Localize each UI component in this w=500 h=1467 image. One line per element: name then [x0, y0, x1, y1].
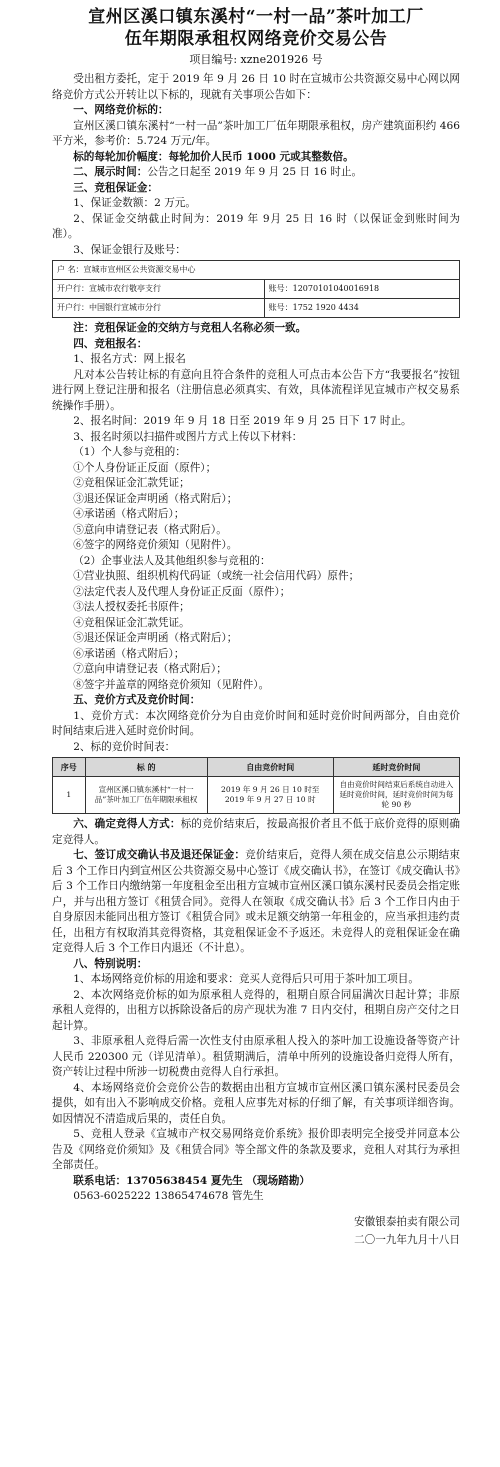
registration-method: 1、报名方式：网上报名 [73, 353, 186, 365]
section-7-text: 竞价结束后，竞得人须在成交信息公示期结束后 3 个工作日内到宣州区公共资源交易中心签订《成交确认书》，在签订《成交确认书》后 3 个工作日内缴纳第一年度租金至出租方宣城市宣州区溪口镇东溪村民委员会指定账户，并与出租方签订《租赁合同》。竞得人在领取《成交确认书》后 3 个工作日内由于自身原因未能同出租方签订《租赁合同》或未足额交纳第一年租金的，应当承担违约责任，出租方有权取消其竞得资格，其竞租保证金不予返还。未竞得人的竞租保证金在确定竞得人后 3 个工作日内退还（不计息）。 [52, 849, 460, 954]
contact-line-1: 联系电话：13705638454 夏先生 （现场踏勘） [73, 1174, 310, 1187]
list-item: ⑥签字的网络竞价须知（见附件）。 [73, 539, 238, 551]
list-item: ⑥承诺函（格式附后）； [73, 647, 185, 660]
section-3-heading: 三、竞租保证金： [73, 181, 158, 194]
column-header: 标 的 [85, 758, 207, 777]
table-cell: 宣州区溪口镇东溪村“一村一品”茶叶加工厂伍年期限承租权 [85, 777, 207, 814]
deposit-amount: 1、保证金数额：2 万元。 [73, 197, 196, 209]
column-header: 延时竞价时间 [333, 758, 459, 777]
list-item: ②竞租保证金汇款凭证； [73, 477, 190, 489]
bidding-schedule-intro: 2、标的竞价时间表： [73, 740, 176, 753]
column-header: 序号 [53, 758, 86, 777]
table-row [53, 299, 460, 318]
table-header-row [53, 758, 460, 777]
table-cell: 1 [53, 777, 86, 814]
section-5-heading: 五、竞价方式及竞价时间： [73, 694, 201, 706]
bank-account-table [52, 260, 460, 318]
bid-increment: 标的每轮加价幅度：每轮加价人民币 1000 元或其整数倍。 [73, 150, 354, 163]
list-item: 3、非原承租人竞得后需一次性支付由原承租人投入的茶叶加工设施设备等资产计人民币 220300 元（详见清单）。租赁期满后，清单中所列的设施设备归竞得人所有，资产转让过程中所涉一切税费由竞得人自行承担。 [52, 1035, 460, 1078]
bidding-method: 1、竞价方式：本次网络竞价分为自由竞价时间和延时竞价时间两部分，自由竞价时间结束后进入延时竞价时间。 [52, 709, 460, 737]
materials-intro: 3、报名时须以扫描件或图片方式上传以下材料： [73, 430, 303, 443]
footer-company: 安徽银泰拍卖有限公司 [354, 1215, 460, 1228]
section-1-heading: 一、网络竞价标的： [73, 104, 169, 116]
list-item: ①个人身份证正反面（原件）； [73, 461, 217, 474]
deposit-deadline: 2、保证金交纳截止时间为：2019 年 9月 25 日 16 时（以保证金到账时间为准）。 [52, 212, 460, 240]
section-2-heading: 二、展示时间： [73, 166, 148, 178]
corp-heading: （2）企事业法人及其他组织参与竞租的： [73, 554, 271, 567]
section-7-heading: 七、签订成交确认书及退还保证金： [73, 849, 246, 861]
list-item: ⑤退还保证金声明函（格式附后）； [73, 632, 238, 644]
section-6-heading: 六、确定竞得人方式： [73, 818, 181, 830]
section-7 [52, 848, 460, 957]
table-row [53, 261, 460, 280]
title-line-1: 宣州区溪口镇东溪村“一村一品”茶叶加工厂 [88, 7, 424, 27]
table-cell: 自由竞价时间结束后系统自动进入延时竞价时间，延时竞价时间为每轮 90 秒 [333, 777, 459, 814]
section-1-text: 宣州区溪口镇东溪村“一村一品”茶叶加工厂伍年期限承租权，房产建筑面积约 466 平方米，参考价：5.724 万元/年。 [52, 119, 460, 147]
list-item: ⑧签字并盖章的网络竞价须知（见附件）。 [73, 678, 270, 691]
contact-line-2: 0563-6025222 13865474678 管先生 [73, 1190, 264, 1202]
column-header: 自由竞价时间 [207, 758, 333, 777]
section-4-heading: 四、竞租报名： [73, 337, 148, 350]
table-row [53, 280, 460, 299]
section-6-text: 标的竞价结束后，按最高报价者且不低于底价竞得的原则确定竞得人。 [52, 818, 461, 846]
list-item: 5、竞租人登录《宣城市产权交易网络竞价系统》报价即表明完全接受并同意本公告及《网络竞价须知》及《租赁合同》等全部文件的条款及要求，竞租人对其行为承担全部责任。 [52, 1128, 460, 1171]
list-item: ⑤意向申请登记表（格式附后）。 [73, 523, 227, 536]
account-cell: 账号：1752 1920 4434 [264, 299, 459, 318]
section-6 [52, 817, 460, 848]
bank-cell: 开户行：中国银行宣城市分行 [53, 299, 265, 318]
deposit-note: 注：竞租保证金的交纳方与竞租人名称必须一致。 [73, 322, 307, 334]
footer-date: 二〇一九年九月十八日 [354, 1233, 460, 1246]
account-cell: 账号：12070101040016918 [264, 280, 459, 299]
project-number: 项目编号: xzne201926 号 [189, 53, 323, 66]
deposit-bank-intro: 3、保证金银行及账号： [73, 243, 186, 256]
list-item: ③法人授权委托书原件； [73, 601, 190, 613]
list-item: ②法定代表人及代理人身份证正反面（原件）； [73, 585, 291, 598]
list-item: ⑦意向申请登记表（格式附后）； [73, 663, 227, 675]
section-2-text: 公告之日起至 2019 年 9 月 25 日 16 时止。 [147, 166, 363, 178]
bank-cell: 开户行：宣城市农行敬亭支行 [53, 280, 265, 299]
list-item: ①营业执照、组织机构代码证（或统一社会信用代码）原件； [73, 570, 360, 582]
table-cell: 2019 年 9 月 26 日 10 时至 2019 年 9 月 27 日 10 时 [207, 777, 333, 814]
title-line-2: 伍年期限承租权网络竞价交易公告 [124, 29, 388, 49]
registration-time: 2、报名时间：2019 年 9 月 18 日至 2019 年 9 月 25 日下 17 时止。 [73, 415, 412, 427]
account-name-cell: 户 名：宣城市宣州区公共资源交易中心 [53, 261, 460, 280]
footer [52, 1213, 460, 1249]
list-item: ④竞租保证金汇款凭证。 [73, 616, 190, 629]
list-item: 2、本次网络竞价标的如为原承租人竞得的，租期自原合同届满次日起计算；非原承租人竞得的，出租方以拆除设备后的房产现状为准 7 日内交付，租期自房产交付之日起计算。 [52, 988, 460, 1032]
section-2 [52, 165, 460, 181]
bidding-schedule-table [52, 757, 460, 814]
section-8-heading: 八、特别说明： [73, 957, 148, 970]
registration-details: 凡对本公告转让标的有意向且符合条件的竞租人可点击本公告下方“我要报名”按钮进行网上登记注册和报名（注册信息必须真实、有效，具体流程详见宣城市产权交易系统操作手册）。 [52, 368, 460, 412]
list-item: 1、本场网络竞价标的用途和要求：竞买人竞得后只可用于茶叶加工项目。 [73, 973, 419, 985]
intro-paragraph: 受出租方委托，定于 2019 年 9 月 26 日 10 时在宣城市公共资源交易中心网以网络竞价方式公开转让以下标的，现就有关事项公告如下： [52, 73, 460, 101]
personal-heading: （1）个人参与竞租的： [73, 446, 186, 458]
table-row [53, 777, 460, 814]
list-item: ③退还保证金声明函（格式附后）； [73, 492, 238, 505]
list-item: 4、本场网络竞价会竞价公告的数据由出租方宣城市宣州区溪口镇东溪村民委员会提供，如有出入不影响成交价格。竞租人应事先对标的仔细了解，有关事项详细咨询。如因情况不清造成后果的，责任自负。 [52, 1081, 460, 1125]
list-item: ④承诺函（格式附后）； [73, 508, 185, 520]
